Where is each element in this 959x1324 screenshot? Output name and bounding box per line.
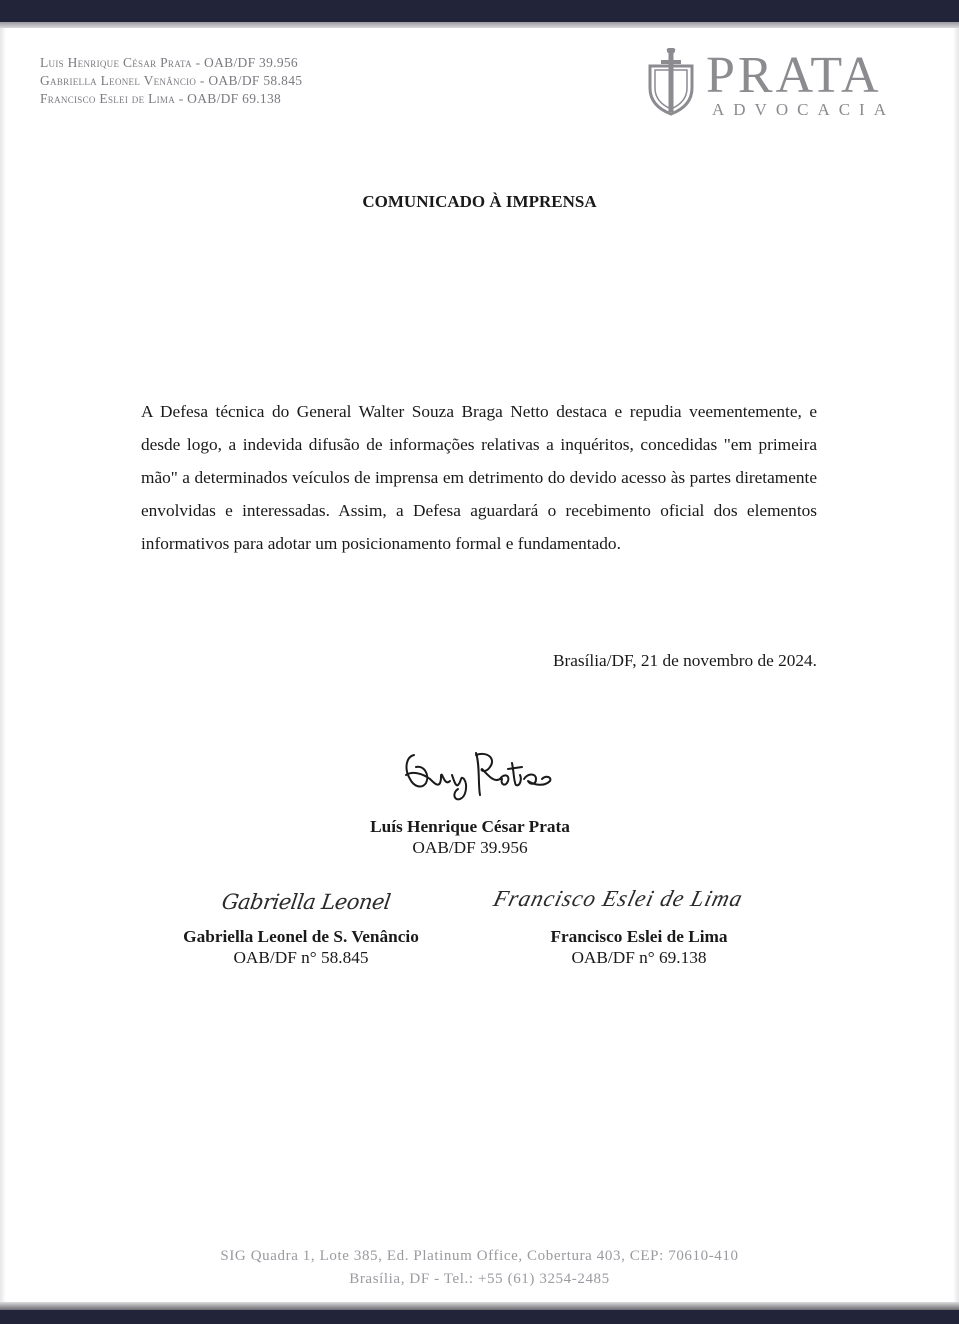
signatory-gabriella bbox=[140, 926, 462, 968]
footer-address: SIG Quadra 1, Lote 385, Ed. Platinum Office, Cobertura 403, CEP: 70610-410 bbox=[220, 1248, 739, 1264]
signature-gabriella: Gabriella Leonel bbox=[220, 890, 392, 914]
letterhead-lawyers bbox=[40, 54, 302, 108]
signatory-name: Luís Henrique César Prata bbox=[370, 817, 570, 836]
logo-wordmark: PRATA bbox=[706, 47, 882, 104]
signature-francisco: Francisco Eslei de Lima bbox=[491, 886, 746, 911]
letterhead-lawyer-3: Francisco Eslei de Lima - OAB/DF 69.138 bbox=[40, 91, 282, 106]
page-title: COMUNICADO À IMPRENSA bbox=[362, 192, 597, 211]
page-edge-left bbox=[0, 28, 6, 1302]
logo-subtitle: ADVOCACIA bbox=[712, 100, 895, 119]
signatory-oab: OAB/DF n° 69.138 bbox=[571, 948, 707, 967]
signatory-name: Francisco Eslei de Lima bbox=[550, 927, 728, 946]
signatory-oab: OAB/DF 39.956 bbox=[412, 838, 528, 857]
bottom-frame-bar bbox=[0, 1310, 959, 1324]
top-frame-bar bbox=[0, 0, 959, 22]
signatory-luis bbox=[300, 816, 640, 858]
page-edge-right bbox=[953, 28, 959, 1302]
signatory-oab: OAB/DF n° 58.845 bbox=[233, 948, 369, 967]
letterhead-footer bbox=[0, 1245, 959, 1291]
signatory-francisco bbox=[480, 926, 798, 968]
signature-luis-prata bbox=[396, 745, 556, 805]
footer-contact: Brasília, DF - Tel.: +55 (61) 3254-2485 bbox=[349, 1271, 610, 1287]
shield-sword-icon bbox=[644, 48, 698, 118]
letterhead-lawyer-1: Luis Henrique César Prata - OAB/DF 39.956 bbox=[40, 55, 298, 70]
place-date: Brasília/DF, 21 de novembro de 2024. bbox=[552, 651, 817, 670]
press-release-body: A Defesa técnica do General Walter Souza Braga Netto destaca e repudia veementemente, e desde logo, a indevida difusão de informações relativas a inquéritos, concedidas "em primeira mão" a determinados veículos de imprensa em detrimento do devido acesso às partes diretamente envolvidas e interessadas. Assim, a Defesa aguardará o recebimento oficial dos elementos informativos para adotar um posicionamento formal e fundamentado. bbox=[141, 402, 817, 553]
firm-logo bbox=[644, 48, 919, 120]
letterhead-lawyer-2: Gabriella Leonel Venâncio - OAB/DF 58.845 bbox=[40, 73, 303, 88]
signatory-name: Gabriella Leonel de S. Venâncio bbox=[183, 927, 419, 946]
